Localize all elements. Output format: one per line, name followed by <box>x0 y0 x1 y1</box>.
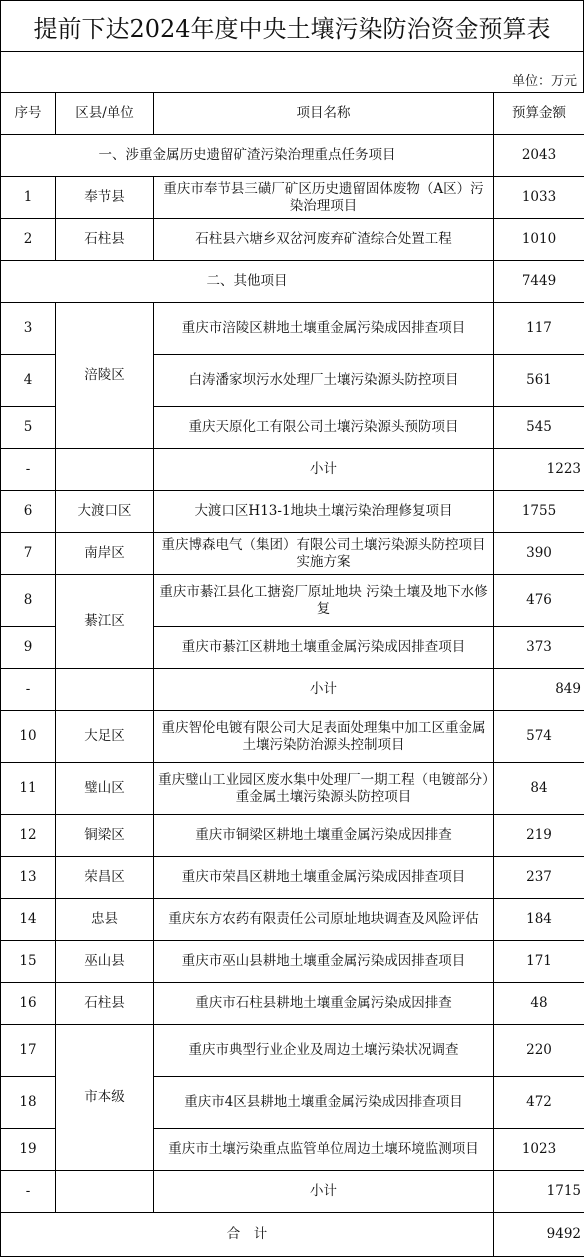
row-no: 2 <box>1 219 56 261</box>
section-amount: 7449 <box>494 261 584 303</box>
row-county: 忠县 <box>56 899 154 941</box>
header-row <box>1 93 584 135</box>
row-no: 13 <box>1 857 56 899</box>
row-no: 8 <box>1 575 56 627</box>
subtotal-amount: 849 <box>494 669 584 711</box>
row-name: 重庆市荣昌区耕地土壤重金属污染成因排查项目 <box>154 857 494 899</box>
row-county: 綦江区 <box>56 575 154 669</box>
row-name: 白涛潘家坝污水处理厂土壤污染源头防控项目 <box>154 355 494 407</box>
row-county: 涪陵区 <box>56 303 154 449</box>
subtotal-empty <box>56 1171 154 1213</box>
table-row <box>1 857 584 899</box>
row-county: 荣昌区 <box>56 857 154 899</box>
row-no: 6 <box>1 491 56 533</box>
row-amount: 390 <box>494 533 584 575</box>
row-name: 重庆智伦电镀有限公司大足表面处理集中加工区重金属土壤污染防治源头控制项目 <box>154 711 494 763</box>
row-amount: 373 <box>494 627 584 669</box>
row-no: 4 <box>1 355 56 407</box>
page-title: 提前下达2024年度中央土壤污染防治资金预算表 <box>0 0 584 52</box>
row-name: 重庆市巫山县耕地土壤重金属污染成因排查项目 <box>154 941 494 983</box>
row-county: 奉节县 <box>56 177 154 219</box>
row-no: 7 <box>1 533 56 575</box>
row-amount: 545 <box>494 407 584 449</box>
budget-table <box>0 92 584 1257</box>
row-amount: 1755 <box>494 491 584 533</box>
subtotal-label: 小计 <box>154 1171 494 1213</box>
row-no: 14 <box>1 899 56 941</box>
subtotal-empty <box>56 669 154 711</box>
table-row <box>1 491 584 533</box>
section-row <box>1 261 584 303</box>
row-no: 3 <box>1 303 56 355</box>
row-name: 大渡口区H13-1地块土壤污染治理修复项目 <box>154 491 494 533</box>
row-name: 重庆东方农药有限责任公司原址地块调查及风险评估 <box>154 899 494 941</box>
section-label: 一、涉重金属历史遗留矿渣污染治理重点任务项目 <box>1 135 494 177</box>
row-amount: 171 <box>494 941 584 983</box>
row-county: 大渡口区 <box>56 491 154 533</box>
row-name: 重庆市铜梁区耕地土壤重金属污染成因排查 <box>154 815 494 857</box>
table-row <box>1 177 584 219</box>
row-name: 重庆市典型行业企业及周边土壤污染状况调查 <box>154 1025 494 1077</box>
row-name: 重庆市4区县耕地土壤重金属污染成因排查项目 <box>154 1077 494 1129</box>
subtotal-no: - <box>1 449 56 491</box>
section-amount: 2043 <box>494 135 584 177</box>
row-amount: 1033 <box>494 177 584 219</box>
table-row <box>1 219 584 261</box>
row-name: 重庆市土壤污染重点监管单位周边土壤环境监测项目 <box>154 1129 494 1171</box>
unit-label: 单位：万元 <box>0 72 584 92</box>
table-row <box>1 711 584 763</box>
section-row <box>1 135 584 177</box>
subtotal-amount: 1223 <box>494 449 584 491</box>
table-row <box>1 815 584 857</box>
row-amount: 84 <box>494 763 584 815</box>
header-name: 项目名称 <box>154 93 494 135</box>
table-row <box>1 763 584 815</box>
section-label: 二、其他项目 <box>1 261 494 303</box>
row-no: 9 <box>1 627 56 669</box>
row-amount: 1010 <box>494 219 584 261</box>
row-no: 5 <box>1 407 56 449</box>
row-no: 18 <box>1 1077 56 1129</box>
row-name: 重庆市綦江县化工搪瓷厂原址地块 污染土壤及地下水修复 <box>154 575 494 627</box>
subtotal-row <box>1 1171 584 1213</box>
row-amount: 476 <box>494 575 584 627</box>
row-name: 重庆市涪陵区耕地土壤重金属污染成因排查项目 <box>154 303 494 355</box>
row-name: 重庆博森电气（集团）有限公司土壤污染源头防控项目实施方案 <box>154 533 494 575</box>
subtotal-label: 小计 <box>154 669 494 711</box>
table-row <box>1 575 584 627</box>
row-amount: 472 <box>494 1077 584 1129</box>
table-row <box>1 983 584 1025</box>
table-row <box>1 303 584 355</box>
row-county: 市本级 <box>56 1025 154 1171</box>
header-county: 区县/单位 <box>56 93 154 135</box>
row-amount: 237 <box>494 857 584 899</box>
row-name: 重庆天原化工有限公司土壤污染源头预防项目 <box>154 407 494 449</box>
row-name: 重庆璧山工业园区废水集中处理厂一期工程（电镀部分）重金属土壤污染源头防控项目 <box>154 763 494 815</box>
row-amount: 574 <box>494 711 584 763</box>
row-amount: 220 <box>494 1025 584 1077</box>
row-amount: 561 <box>494 355 584 407</box>
total-row <box>1 1213 584 1257</box>
subtotal-no: - <box>1 1171 56 1213</box>
subtotal-no: - <box>1 669 56 711</box>
row-name: 重庆市石柱县耕地土壤重金属污染成因排查 <box>154 983 494 1025</box>
header-no: 序号 <box>1 93 56 135</box>
row-county: 石柱县 <box>56 983 154 1025</box>
row-no: 1 <box>1 177 56 219</box>
subtotal-row <box>1 669 584 711</box>
row-county: 石柱县 <box>56 219 154 261</box>
blank-row <box>0 52 584 72</box>
row-county: 巫山县 <box>56 941 154 983</box>
subtotal-label: 小计 <box>154 449 494 491</box>
row-amount: 1023 <box>494 1129 584 1171</box>
row-amount: 184 <box>494 899 584 941</box>
row-no: 11 <box>1 763 56 815</box>
row-no: 19 <box>1 1129 56 1171</box>
row-name: 重庆市綦江区耕地土壤重金属污染成因排查项目 <box>154 627 494 669</box>
subtotal-empty <box>56 449 154 491</box>
row-name: 重庆市奉节县三磺厂矿区历史遗留固体废物（A区）污染治理项目 <box>154 177 494 219</box>
row-amount: 219 <box>494 815 584 857</box>
row-no: 12 <box>1 815 56 857</box>
total-label: 合 计 <box>1 1213 494 1257</box>
table-row <box>1 941 584 983</box>
row-name: 石柱县六塘乡双岔河废弃矿渣综合处置工程 <box>154 219 494 261</box>
table-row <box>1 899 584 941</box>
table-row <box>1 1025 584 1077</box>
row-amount: 48 <box>494 983 584 1025</box>
row-no: 15 <box>1 941 56 983</box>
row-no: 10 <box>1 711 56 763</box>
row-no: 16 <box>1 983 56 1025</box>
subtotal-amount: 1715 <box>494 1171 584 1213</box>
row-county: 南岸区 <box>56 533 154 575</box>
row-amount: 117 <box>494 303 584 355</box>
subtotal-row <box>1 449 584 491</box>
table-row <box>1 533 584 575</box>
row-county: 璧山区 <box>56 763 154 815</box>
row-county: 铜梁区 <box>56 815 154 857</box>
row-county: 大足区 <box>56 711 154 763</box>
row-no: 17 <box>1 1025 56 1077</box>
header-amount: 预算金额 <box>494 93 584 135</box>
total-amount: 9492 <box>494 1213 584 1257</box>
